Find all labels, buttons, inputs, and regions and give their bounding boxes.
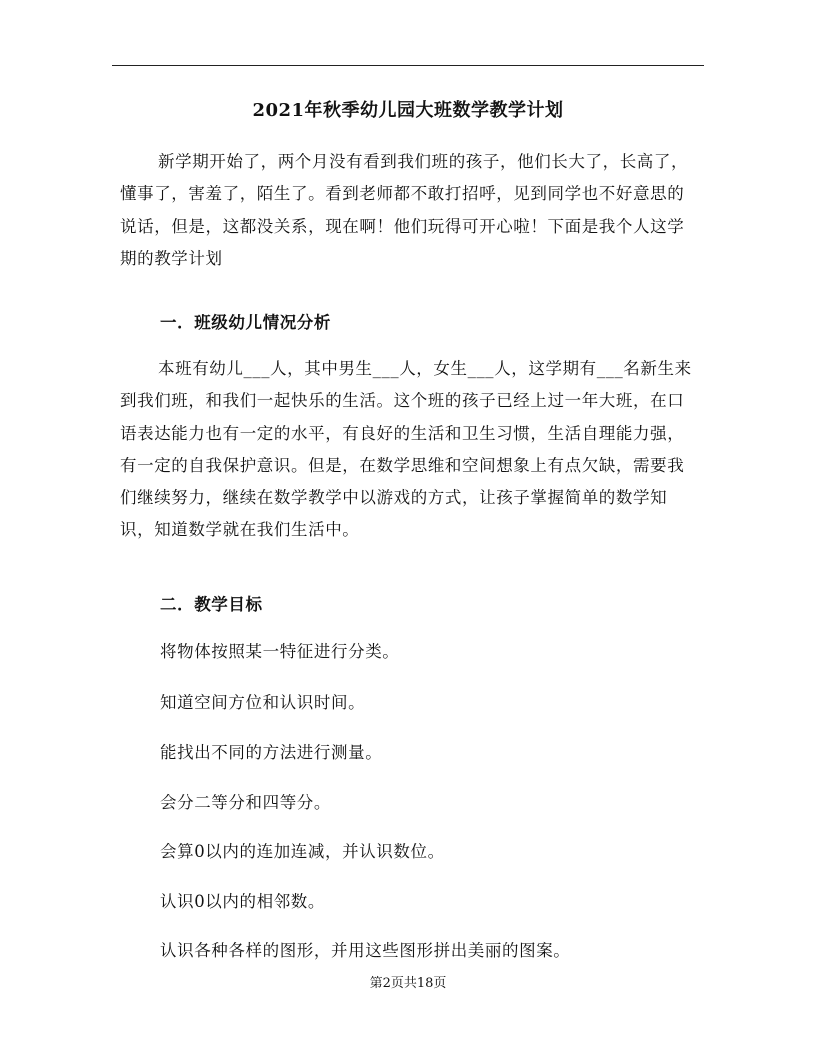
goal-item: 认识0以内的相邻数。 [160, 892, 325, 911]
section-heading-class-analysis: 一．班级幼儿情况分析 [160, 313, 331, 332]
goal-item: 将物体按照某一特征进行分类。 [160, 642, 400, 661]
goal-item: 会算0以内的连加连减，并认识数位。 [160, 842, 445, 861]
header-rule [112, 65, 704, 66]
intro-paragraph: 新学期开始了，两个月没有看到我们班的孩子，他们长大了，长高了，懂事了，害羞了，陌生了。看到老师都不敢打招呼，见到同学也不好意思的说话，但是，这都没关系，现在啊！他们玩得可开心啦！下面是我个人这学期的教学计划 [120, 152, 689, 268]
goal-item: 会分二等分和四等分。 [160, 793, 331, 812]
class-analysis-paragraph: 本班有幼儿___人，其中男生___人，女生___人，这学期有___名新生来到我们班，和我们一起快乐的生活。这个班的孩子已经上过一年大班，在口语表达能力也有一定的水平，有良好的生活和卫生习惯，生活自理能力强，有一定的自我保护意识。但是，在数学思维和空间想象上有点欠缺，需要我们继续努力，继续在数学教学中以游戏的方式，让孩子掌握简单的数学知识，知道数学就在我们生活中。 [120, 359, 692, 540]
document-title: 2021年秋季幼儿园大班数学教学计划 [252, 100, 564, 121]
goal-item: 认识各种各样的图形，并用这些图形拼出美丽的图案。 [160, 941, 571, 960]
section-heading-teaching-goals: 二．教学目标 [160, 595, 263, 614]
goal-item: 知道空间方位和认识时间。 [160, 693, 366, 712]
page-footer: 第2页共18页 [369, 976, 447, 991]
goal-item: 能找出不同的方法进行测量。 [160, 743, 383, 762]
